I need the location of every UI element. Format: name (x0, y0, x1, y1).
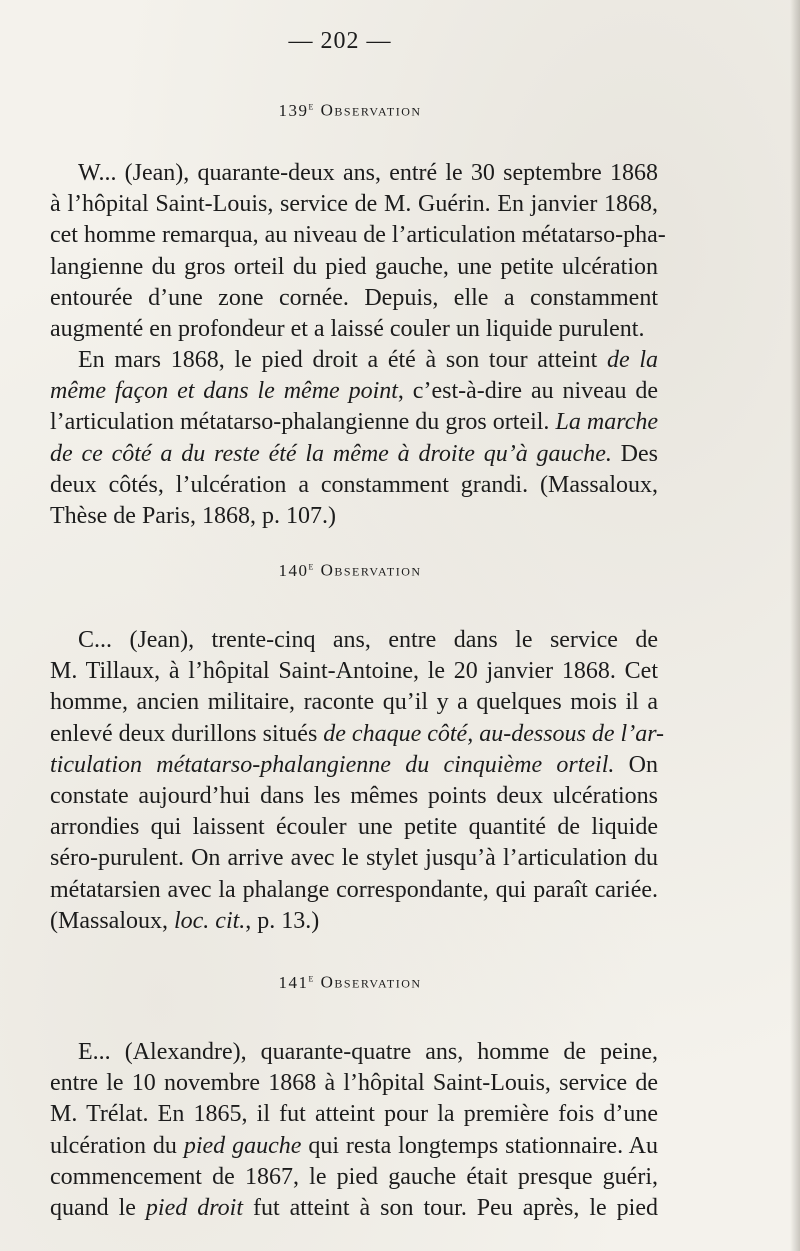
observation-heading-label: Observation (320, 100, 422, 120)
observation-heading: 139e Observation (278, 100, 422, 120)
observation-heading: 141e Observation (278, 972, 422, 992)
observation-heading: 140e Observation (278, 560, 422, 580)
text-line: W... (Jean), quarante-deux ans, entré le 30 septembre 1868 (78, 160, 658, 186)
text-line: arrondies qui laissent écouler une petite quantité de liquide (50, 814, 658, 841)
text-line: enlevé deux durillons situés de chaque côté, au-dessous de l’ar- (50, 720, 665, 747)
text-line: même façon et dans le même point, c’est-à-dire au niveau de (50, 378, 659, 405)
text-line: séro-purulent. On arrive avec le stylet jusqu’à l’articulation du (50, 845, 658, 872)
observation-heading-label: Observation (320, 560, 422, 580)
observation-paragraph (50, 345, 658, 532)
text-line: cet homme remarqua, au niveau de l’articulation métatarso-pha- (50, 222, 666, 249)
text-line: commencement de 1867, le pied gauche était presque guéri, (50, 1163, 658, 1190)
text-line: deux côtés, l’ulcération a constamment grandi. (Massaloux, (50, 471, 658, 498)
text-line: M. Tillaux, à l’hôpital Saint-Antoine, le 20 janvier 1868. Cet (50, 658, 658, 685)
text-line: ulcération du pied gauche qui resta longtemps stationnaire. Au (50, 1132, 659, 1159)
text-line: entre le 10 novembre 1868 à l’hôpital Saint-Louis, service de (50, 1070, 658, 1097)
observation-heading-label: Observation (320, 972, 422, 992)
observation-paragraph (50, 1037, 658, 1224)
text-line: M. Trélat. En 1865, il fut atteint pour la première fois d’une (50, 1101, 658, 1128)
observation-paragraph (50, 625, 665, 937)
text-line: constate aujourd’hui dans les mêmes points deux ulcérations (50, 783, 658, 810)
text-line: langienne du gros orteil du pied gauche, une petite ulcération (50, 253, 658, 280)
text-line: de ce côté a du reste été la même à droite qu’à gauche. Des (50, 440, 658, 467)
text-line: métatarsien avec la phalange correspondante, qui paraît cariée. (50, 876, 658, 903)
text-line: En mars 1868, le pied droit a été à son tour atteint de la (78, 347, 658, 373)
text-line: (Massaloux, loc. cit., p. 13.) (50, 907, 320, 934)
text-line: E... (Alexandre), quarante-quatre ans, homme de peine, (78, 1039, 658, 1065)
text-line: ticulation métatarso-phalangienne du cinquième orteil. On (50, 751, 658, 778)
text-line: quand le pied droit fut atteint à son tour. Peu après, le pied (50, 1195, 658, 1222)
text-line: augmenté en profondeur et a laissé couler un liquide purulent. (50, 316, 645, 343)
text-line: entourée d’une zone cornée. Depuis, elle a constamment (50, 284, 658, 311)
text-line: l’articulation métatarso-phalangienne du gros orteil. La marche (50, 409, 658, 436)
observation-paragraph (50, 158, 666, 345)
page-edge-shadow (790, 0, 800, 1251)
text-line: C... (Jean), trente-cinq ans, entre dans le service de (78, 627, 658, 653)
text-line: homme, ancien militaire, raconte qu’il y a quelques mois il a (50, 689, 658, 716)
page-number: — 202 — (288, 28, 392, 54)
text-line: Thèse de Paris, 1868, p. 107.) (50, 503, 336, 530)
text-line: à l’hôpital Saint-Louis, service de M. Guérin. En janvier 1868, (50, 191, 658, 218)
